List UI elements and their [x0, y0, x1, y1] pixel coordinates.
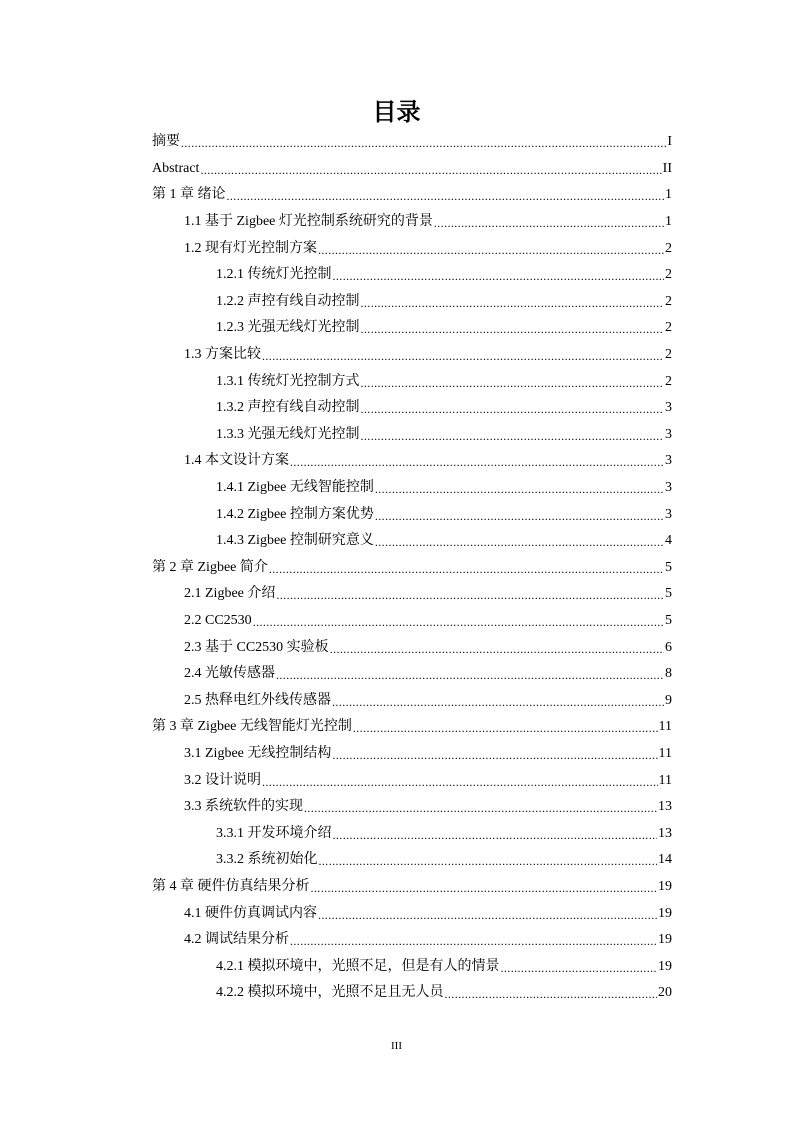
- dot-leader: [361, 374, 665, 392]
- dot-leader: [375, 480, 664, 498]
- toc-entry[interactable]: [152, 847, 672, 874]
- toc-entry-text: 2.3 基于 CC2530 实验板: [184, 639, 329, 655]
- toc-entry-text: 1.3.2 声控有线自动控制: [216, 400, 360, 416]
- toc-entry-text: 1.1 基于 Zigbee 灯光控制系统研究的背景: [184, 214, 433, 230]
- toc-entry-text: 1.2 现有灯光控制方案: [184, 240, 317, 256]
- toc-entry[interactable]: [152, 900, 672, 927]
- toc-entry[interactable]: [152, 581, 672, 608]
- toc-entry-text: 1.2.2 声控有线自动控制: [216, 293, 360, 309]
- toc-entry[interactable]: [152, 448, 672, 475]
- toc-entry-text: 第 4 章 硬件仿真结果分析: [152, 878, 310, 894]
- toc-entry-text: 3.2 设计说明: [184, 772, 261, 788]
- toc-entry-page: 14: [658, 852, 672, 868]
- dot-leader: [227, 187, 665, 205]
- toc-entry[interactable]: [152, 315, 672, 342]
- dot-leader: [333, 267, 665, 285]
- toc-entry-page: 3: [665, 453, 672, 469]
- toc-entry-text: 1.4.3 Zigbee 控制研究意义: [216, 533, 374, 549]
- toc-entry-page: 2: [665, 373, 672, 389]
- toc-entry-text: 3.3 系统软件的实现: [184, 799, 303, 815]
- toc-entry-page: 3: [665, 400, 672, 416]
- toc-entry[interactable]: [152, 555, 672, 582]
- dot-leader: [304, 799, 657, 817]
- dot-leader: [311, 879, 658, 897]
- dot-leader: [375, 533, 664, 551]
- dot-leader: [353, 719, 658, 737]
- toc-entry-text: 2.2 CC2530: [184, 612, 252, 628]
- toc-entry-text: 1.2.3 光强无线灯光控制: [216, 320, 360, 336]
- toc-entry-page: 11: [658, 745, 672, 761]
- toc-entry[interactable]: [152, 156, 672, 183]
- toc-entry[interactable]: [152, 953, 672, 980]
- toc-entry-page: 2: [665, 267, 672, 283]
- table-of-contents: [152, 129, 672, 1007]
- toc-entry-text: 4.2.2 模拟环境中，光照不足且无人员: [216, 985, 444, 1001]
- toc-entry-page: 5: [665, 586, 672, 602]
- dot-leader: [253, 613, 664, 631]
- toc-entry-text: 2.1 Zigbee 介绍: [184, 586, 276, 602]
- toc-entry-text: Abstract: [152, 160, 200, 176]
- dot-leader: [200, 161, 661, 179]
- toc-entry-page: 2: [665, 320, 672, 336]
- toc-entry[interactable]: [152, 289, 672, 316]
- toc-entry-page: 13: [658, 799, 672, 815]
- toc-entry-page: 2: [665, 240, 672, 256]
- toc-entry-page: II: [662, 160, 672, 176]
- dot-leader: [262, 347, 664, 365]
- toc-entry-text: 1.3 方案比较: [184, 347, 261, 363]
- toc-entry[interactable]: [152, 687, 672, 714]
- toc-entry[interactable]: [152, 608, 672, 635]
- toc-entry-text: 4.1 硬件仿真调试内容: [184, 905, 317, 921]
- dot-leader: [290, 453, 664, 471]
- page-number-footer: III: [391, 1040, 402, 1052]
- toc-entry-text: 4.2 调试结果分析: [184, 932, 289, 948]
- dot-leader: [262, 773, 658, 791]
- toc-entry[interactable]: [152, 368, 672, 395]
- toc-entry-page: 19: [658, 878, 672, 894]
- toc-entry[interactable]: [152, 820, 672, 847]
- dot-leader: [445, 985, 658, 1003]
- dot-leader: [318, 906, 657, 924]
- toc-entry-page: 19: [658, 958, 672, 974]
- toc-entry-page: 4: [665, 533, 672, 549]
- dot-leader: [434, 214, 664, 232]
- dot-leader: [501, 959, 658, 977]
- toc-entry-page: 19: [658, 932, 672, 948]
- toc-entry-page: 1: [665, 187, 672, 203]
- toc-entry-page: 1: [665, 214, 672, 230]
- toc-entry-page: 2: [665, 293, 672, 309]
- toc-entry-page: 8: [665, 666, 672, 682]
- toc-entry-text: 2.5 热释电红外线传感器: [184, 692, 331, 708]
- dot-leader: [269, 560, 664, 578]
- toc-entry[interactable]: [152, 874, 672, 901]
- toc-entry-text: 3.1 Zigbee 无线控制结构: [184, 745, 332, 761]
- toc-entry-page: 5: [665, 612, 672, 628]
- toc-entry-page: 5: [665, 559, 672, 575]
- dot-leader: [319, 852, 658, 870]
- dot-leader: [361, 320, 665, 338]
- toc-entry-page: 3: [665, 480, 672, 496]
- toc-entry-page: 20: [658, 985, 672, 1001]
- toc-entry[interactable]: [152, 741, 672, 768]
- toc-entry-page: 11: [658, 772, 672, 788]
- toc-entry[interactable]: [152, 395, 672, 422]
- toc-entry[interactable]: [152, 927, 672, 954]
- toc-entry[interactable]: [152, 342, 672, 369]
- dot-leader: [330, 640, 664, 658]
- dot-leader: [290, 932, 657, 950]
- toc-title: 目录: [372, 98, 421, 126]
- toc-entry-page: 13: [658, 825, 672, 841]
- toc-entry[interactable]: [152, 980, 672, 1007]
- toc-entry[interactable]: [152, 182, 672, 209]
- toc-entry[interactable]: [152, 209, 672, 236]
- toc-entry[interactable]: [152, 422, 672, 449]
- toc-entry-text: 摘要: [152, 134, 180, 150]
- toc-entry[interactable]: [152, 794, 672, 821]
- toc-entry[interactable]: [152, 501, 672, 528]
- toc-entry-page: 2: [665, 347, 672, 363]
- toc-entry[interactable]: [152, 129, 672, 156]
- toc-entry[interactable]: [152, 661, 672, 688]
- toc-entry[interactable]: [152, 714, 672, 741]
- dot-leader: [361, 400, 665, 418]
- toc-entry-page: 6: [665, 639, 672, 655]
- dot-leader: [361, 427, 665, 445]
- toc-entry-text: 1.2.1 传统灯光控制: [216, 267, 332, 283]
- toc-entry-text: 2.4 光敏传感器: [184, 666, 275, 682]
- toc-entry-text: 1.3.1 传统灯光控制方式: [216, 373, 360, 389]
- toc-entry-page: 11: [658, 719, 672, 735]
- dot-leader: [181, 134, 666, 152]
- dot-leader: [375, 507, 664, 525]
- toc-entry-text: 4.2.1 模拟环境中，光照不足，但是有人的情景: [216, 958, 500, 974]
- dot-leader: [333, 826, 658, 844]
- dot-leader: [276, 666, 664, 684]
- toc-entry[interactable]: [152, 235, 672, 262]
- toc-entry-page: 3: [665, 506, 672, 522]
- toc-entry-page: I: [667, 134, 672, 150]
- toc-entry-text: 1.4.1 Zigbee 无线智能控制: [216, 480, 374, 496]
- dot-leader: [318, 241, 664, 259]
- toc-entry-page: 3: [665, 426, 672, 442]
- toc-entry-text: 3.3.2 系统初始化: [216, 852, 318, 868]
- dot-leader: [361, 294, 665, 312]
- dot-leader: [332, 746, 657, 764]
- dot-leader: [332, 693, 664, 711]
- toc-entry-page: 19: [658, 905, 672, 921]
- toc-entry-text: 1.4.2 Zigbee 控制方案优势: [216, 506, 374, 522]
- toc-entry[interactable]: [152, 634, 672, 661]
- toc-entry-text: 1.3.3 光强无线灯光控制: [216, 426, 360, 442]
- toc-entry[interactable]: [152, 528, 672, 555]
- toc-entry[interactable]: [152, 475, 672, 502]
- toc-entry-text: 1.4 本文设计方案: [184, 453, 289, 469]
- toc-entry[interactable]: [152, 767, 672, 794]
- dot-leader: [276, 586, 664, 604]
- toc-entry[interactable]: [152, 262, 672, 289]
- toc-entry-text: 3.3.1 开发环境介绍: [216, 825, 332, 841]
- toc-entry-page: 9: [665, 692, 672, 708]
- toc-entry-text: 第 2 章 Zigbee 简介: [152, 559, 268, 575]
- toc-entry-text: 第 3 章 Zigbee 无线智能灯光控制: [152, 719, 352, 735]
- toc-entry-text: 第 1 章 绪论: [152, 187, 226, 203]
